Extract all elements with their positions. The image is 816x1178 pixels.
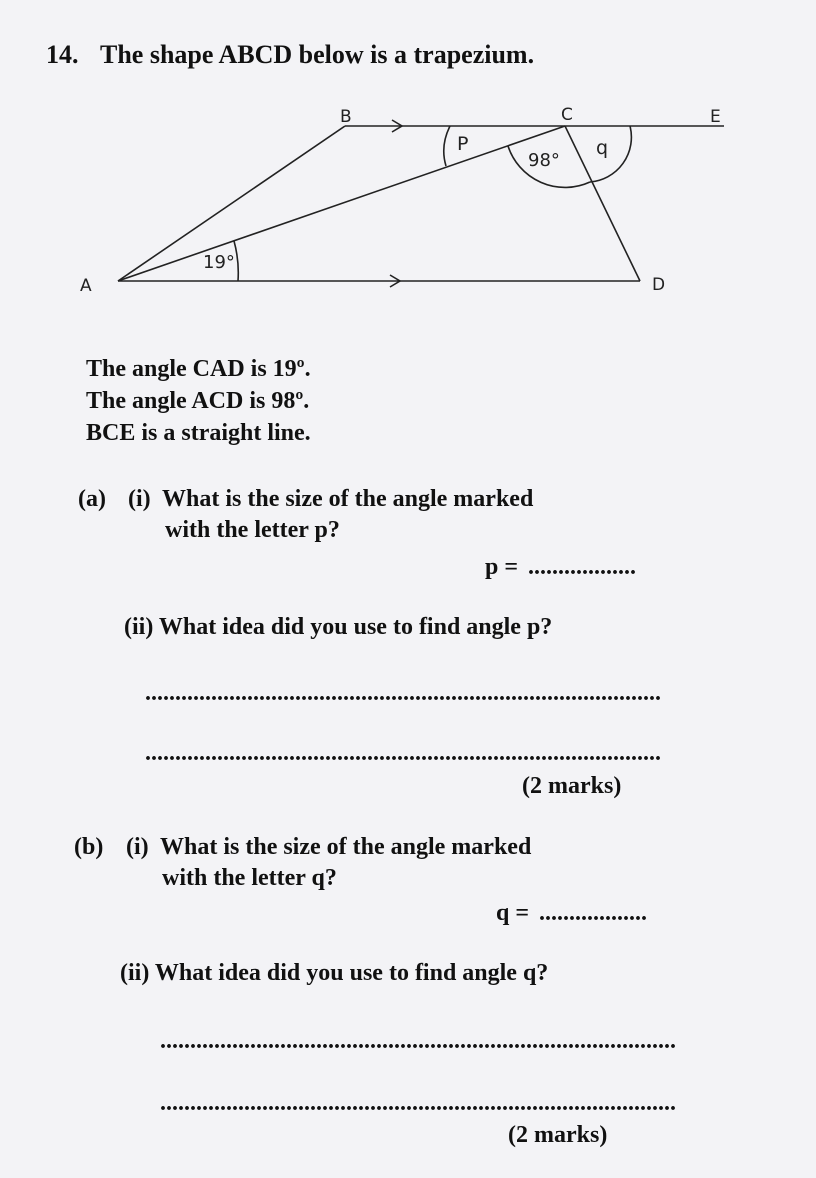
part-b-ii-question: (ii) What idea did you use to find angle q? [120,960,549,986]
answer-field-q[interactable]: .................. [539,900,647,926]
angle-label-acd: 98° [528,150,560,171]
part-a-label: (a) [78,486,106,512]
answer-line-b-2[interactable]: ...................................................................................... [160,1090,676,1116]
angle-label-p: P [457,133,469,155]
label-b: B [340,107,352,127]
part-a-marks: (2 marks) [522,773,622,799]
part-b-label: (b) [74,834,104,860]
answer-label-p: p = [485,554,519,580]
answer-label-q: q = [496,900,530,926]
label-d: D [652,275,666,295]
part-a-ii-question: (ii) What idea did you use to find angle p? [124,614,553,640]
label-a: A [80,276,92,296]
angle-arc-p [444,126,450,166]
answer-field-p[interactable]: .................. [528,554,636,580]
answer-line-a-2[interactable]: ...................................................................................... [145,740,661,766]
part-a-i-question-cont: with the letter p? [165,517,340,543]
part-a-i-question: What is the size of the angle marked [162,486,534,512]
question-number: 14. [46,40,79,69]
part-b-i-prefix: (i) [126,834,149,860]
given-line-3: BCE is a straight line. [86,420,311,446]
part-b-i-question: What is the size of the angle marked [160,834,532,860]
given-line-1: The angle CAD is 19º. [86,356,311,382]
angle-label-cad: 19° [203,252,235,273]
part-a-i-prefix: (i) [128,486,151,512]
label-e: E [710,107,721,127]
given-line-2: The angle ACD is 98º. [86,388,310,414]
answer-line-b-1[interactable]: ...................................................................................... [160,1028,676,1054]
angle-label-q: q [596,137,609,159]
line-ac [118,126,565,281]
trapezium-diagram [0,90,816,310]
label-c: C [561,105,573,125]
part-b-marks: (2 marks) [508,1122,608,1148]
question-title: The shape ABCD below is a trapezium. [100,40,535,69]
question-heading [46,40,534,70]
part-b-i-question-cont: with the letter q? [162,865,337,891]
answer-line-a-1[interactable]: ...................................................................................... [145,680,661,706]
